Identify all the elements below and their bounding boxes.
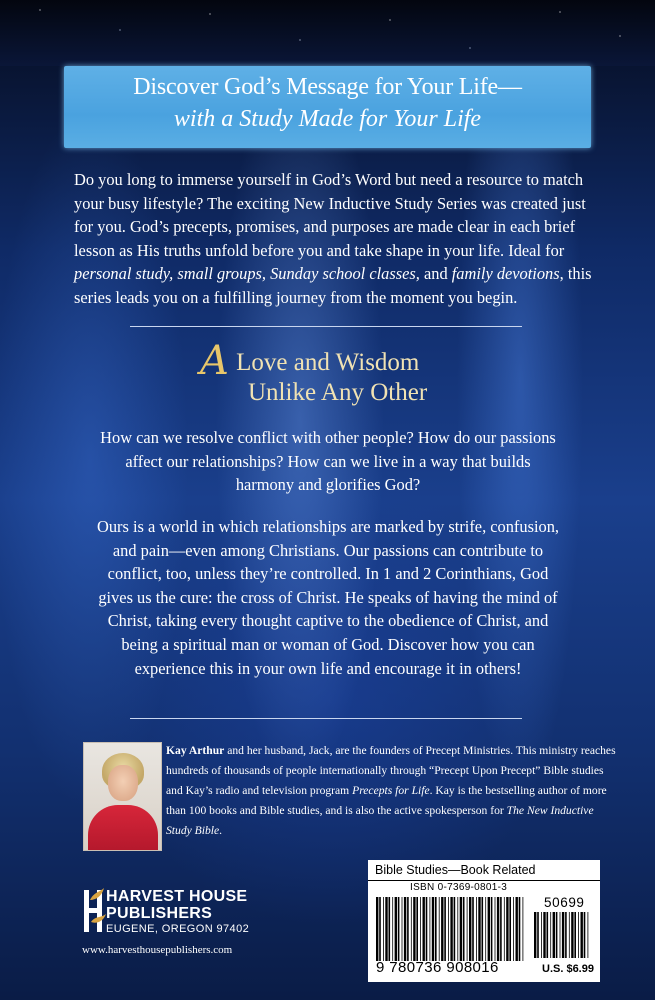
bio-text-1: and her husband, Jack, are the founders of Precept Ministries. This ministry reaches hundreds of thousands of people internationally through “Precept Upon Precept” Bible studies and Kay’s radio and television program (166, 744, 616, 797)
publisher-name-line-1: HARVEST HOUSE (106, 888, 248, 905)
banner-line-1: Discover God’s Message for Your Life— (133, 74, 522, 100)
author-jacket (88, 805, 158, 851)
heading-line-2: Unlike Any Other (248, 379, 428, 406)
harvest-house-icon (82, 886, 108, 936)
barcode-price-code: 50699 (544, 895, 585, 910)
questions-paragraph: How can we resolve conflict with other people? How do our passions affect our relationships? How can we live in a way that builds harmony and glorifies God? (100, 428, 556, 495)
publisher-name-line-2: PUBLISHERS (106, 905, 213, 922)
barcode-price: U.S. $6.99 (542, 963, 594, 975)
intro-text-1: Do you long to immerse yourself in God’s Word but need a resource to match your busy lifestyle? The exciting New Inductive Study Series was created just for you. God’s precepts, promises, and purposes are made clear in each brief lesson as His truths unfold before you and take shape in your life. Ideal for (74, 170, 586, 260)
heading-line-1: Love and Wisdom (229, 349, 420, 376)
author-name: Kay Arthur (166, 744, 225, 757)
barcode-digits: 9 780736 908016 (376, 959, 499, 976)
bio-text-3: . (219, 824, 223, 837)
intro-text-2: and (419, 264, 452, 284)
bio-text-2: . Kay is the bestselling author of more than 100 books and Bible studies, and is also the active spokesperson for (166, 784, 607, 817)
publisher-logo (82, 884, 252, 940)
publisher-address: EUGENE, OREGON 97402 (106, 923, 250, 935)
divider-top (130, 326, 522, 327)
bio-program: Precepts for Life (352, 784, 430, 797)
intro-italic-2: family devotions (451, 264, 560, 284)
section-heading (200, 338, 500, 408)
series-description (74, 168, 594, 310)
price-barcode (534, 912, 592, 958)
publisher-website: www.harvesthousepublishers.com (82, 944, 233, 956)
bio-bible: The New Inductive Study Bible (166, 804, 594, 837)
divider-bottom (130, 718, 522, 719)
intro-italic-1: personal study, small groups, Sunday school classes, (74, 264, 420, 284)
barcode-isbn: ISBN 0-7369-0801-3 (410, 882, 508, 893)
ean-barcode (376, 897, 526, 961)
barcode-label (368, 860, 600, 982)
author-face (108, 765, 138, 801)
author-bio (166, 741, 616, 841)
barcode-divider (368, 880, 600, 881)
body-paragraph: Ours is a world in which relationships are marked by strife, confusion, and pain—even among Christians. Our passions can contribute to conflict, too, unless they’re controlled. In 1 and 2 Corinthians, God gives us the cure: the cross of Christ. He speaks of having the mind of Christ, taking every thought captive to the obedience of Christ, and being a spiritual man or woman of God. Discover how you can experience this in your own life and encourage it in others! (96, 517, 560, 678)
intro-text-3: , this series leads you on a fulfilling journey from the moment you begin. (74, 264, 592, 307)
author-photo (83, 742, 162, 851)
starfield-header (0, 0, 655, 66)
tagline-banner (64, 66, 591, 148)
banner-line-2: with a Study Made for Your Life (173, 106, 482, 132)
heading-initial: A (200, 338, 229, 384)
barcode-category: Bible Studies—Book Related (375, 863, 536, 877)
